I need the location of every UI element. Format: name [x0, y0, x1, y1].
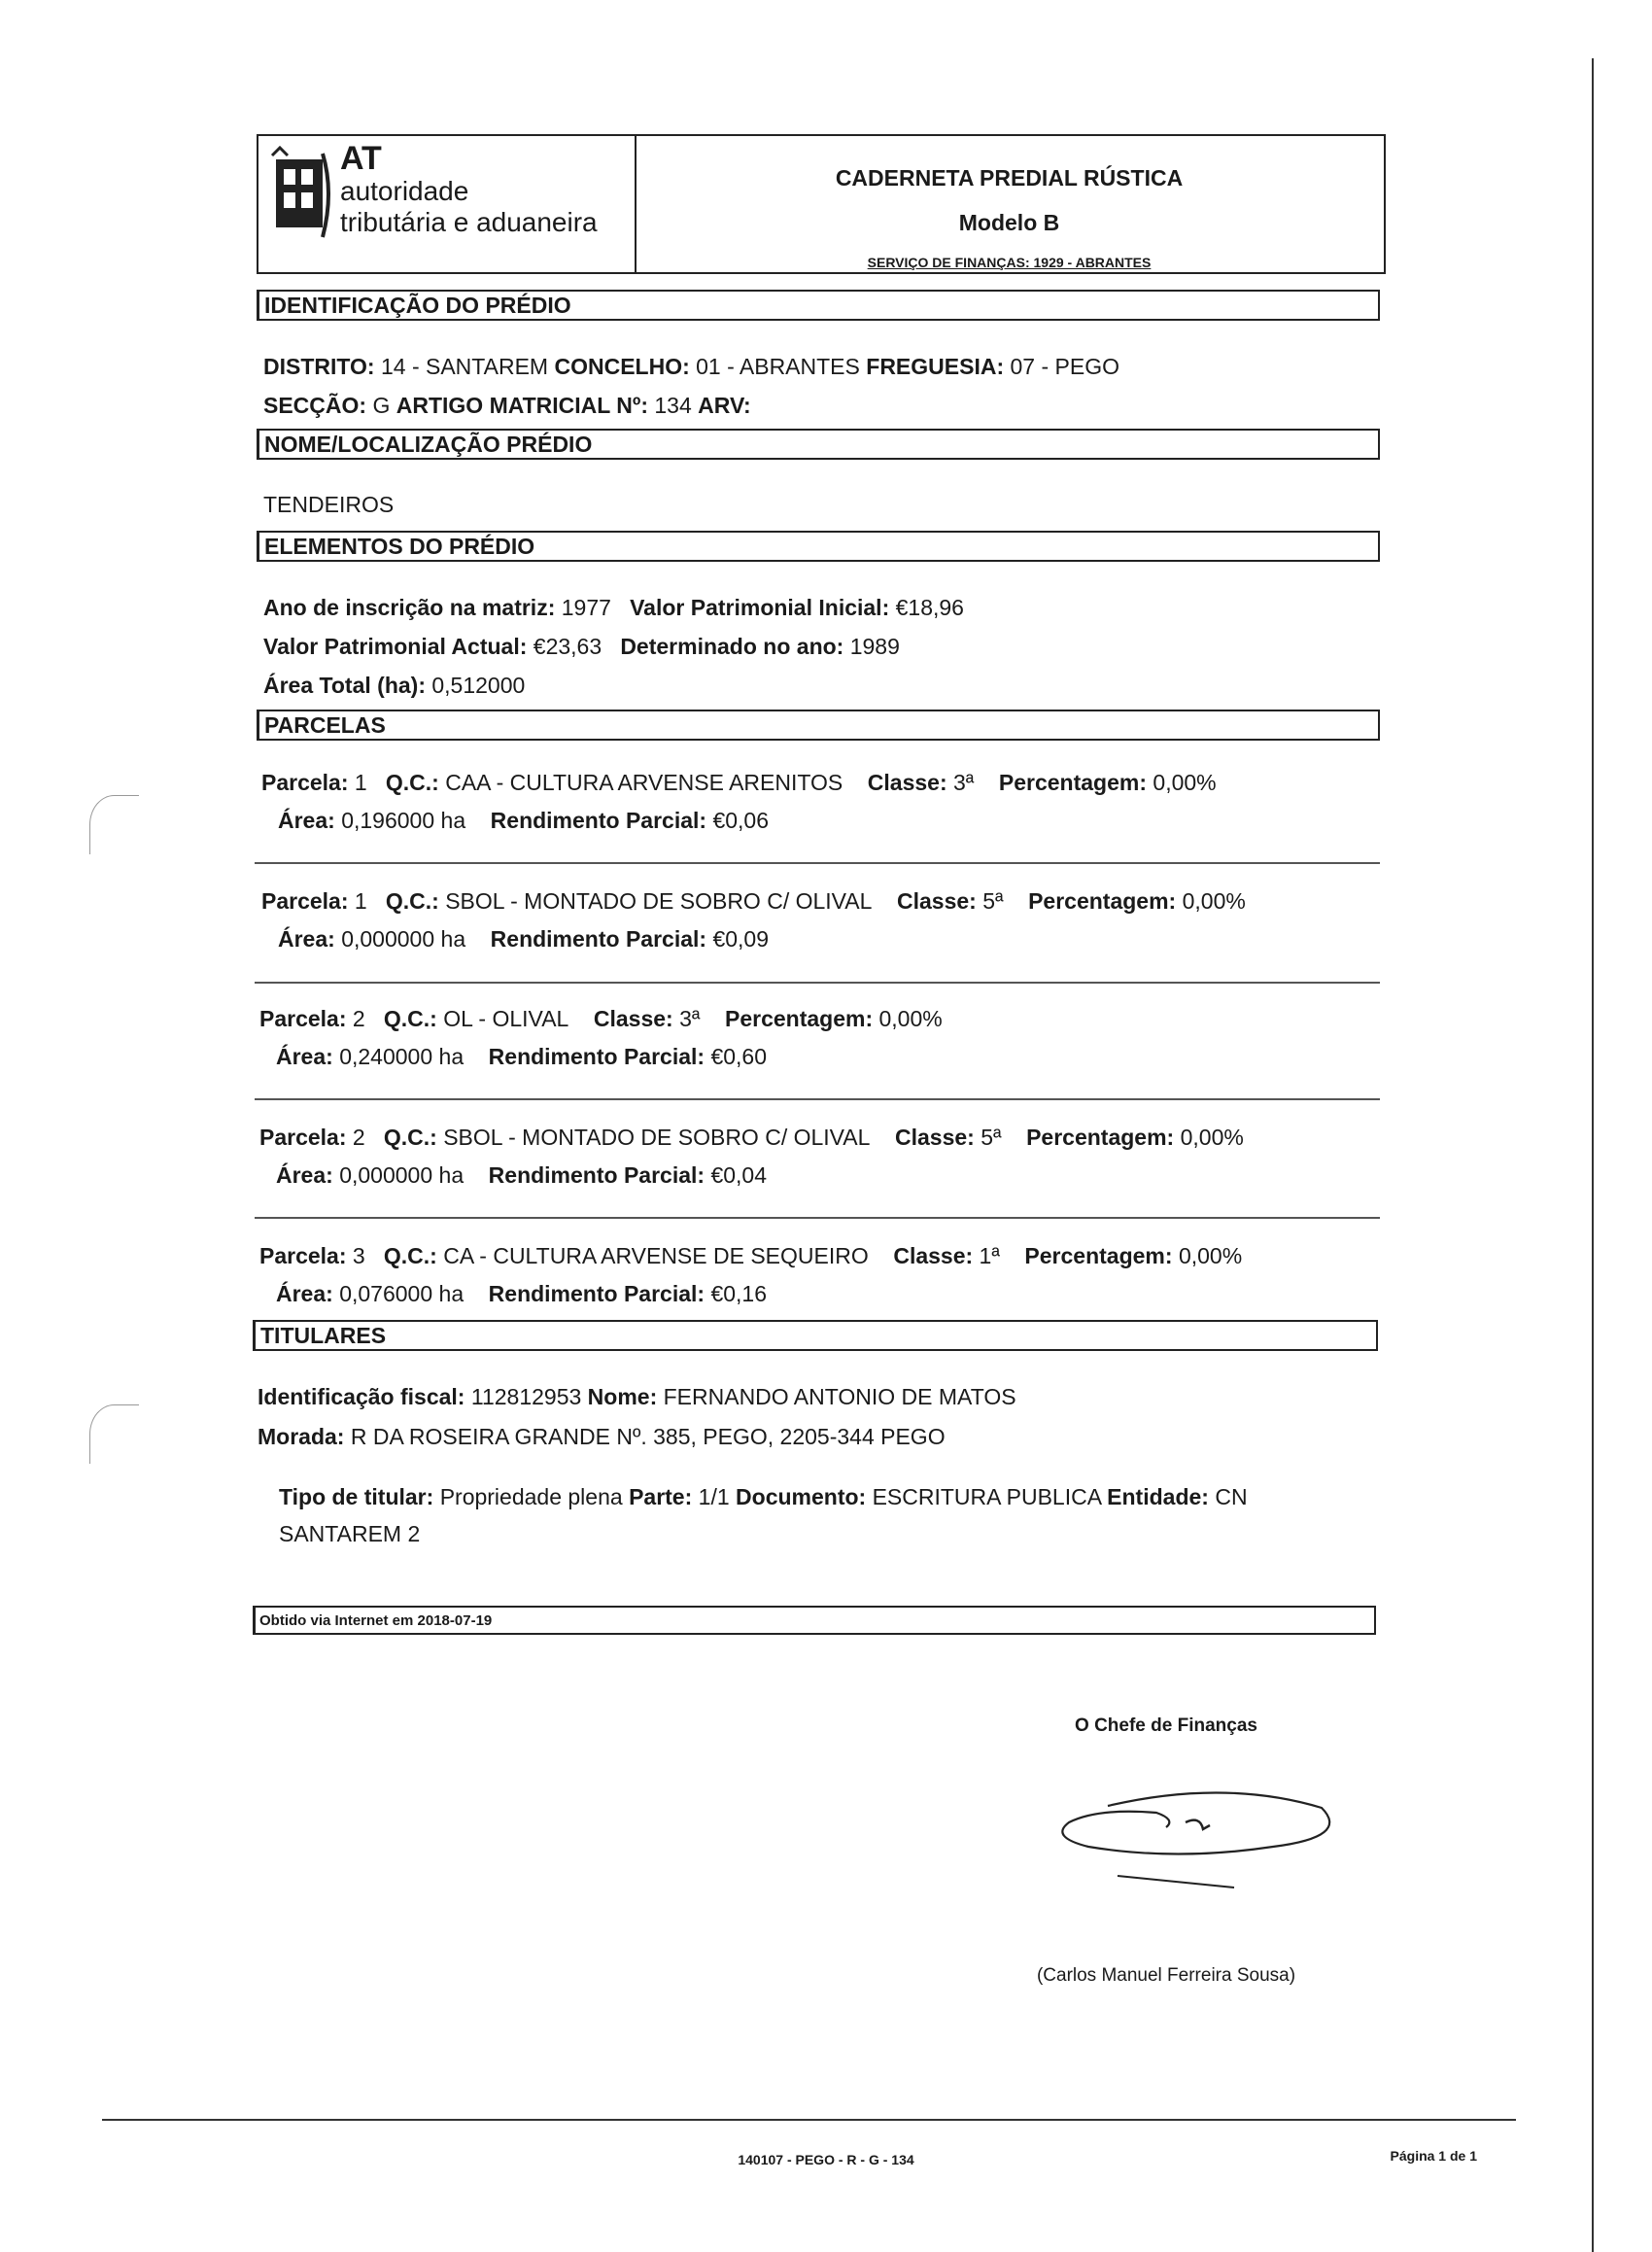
distrito-label: DISTRITO: [263, 354, 375, 379]
article-line [263, 393, 751, 419]
classe-value: 5ª [981, 1125, 1002, 1150]
parcel-line [259, 1125, 1244, 1151]
parcel-area-line [278, 926, 769, 953]
document-model: Modelo B [958, 210, 1060, 235]
rendimento-value: €0,60 [710, 1044, 768, 1069]
determinado-value: 1989 [849, 634, 900, 659]
area-value: 0,000000 ha [339, 1162, 465, 1188]
titular-id-line [258, 1384, 1016, 1410]
valor-actual-value: €23,63 [533, 634, 602, 659]
logo-text-line-2: tributária e aduaneira [340, 207, 598, 237]
section-titulares: TITULARES [253, 1320, 1378, 1351]
punch-hole-mark [89, 795, 139, 854]
parcela-label: Parcela: [261, 888, 349, 914]
parcel-area-line [278, 808, 769, 834]
scan-edge-line [1592, 58, 1594, 2252]
parcela-label: Parcela: [259, 1125, 347, 1150]
parcela-number: 1 [354, 888, 367, 914]
area-total-label: Área Total (ha): [263, 673, 426, 698]
nome-value: FERNANDO ANTONIO DE MATOS [663, 1384, 1016, 1409]
parcela-label: Parcela: [259, 1006, 347, 1031]
parcel-area-line [276, 1162, 767, 1189]
qc-label: Q.C.: [383, 1006, 437, 1031]
area-label: Área: [278, 926, 335, 952]
at-logo [258, 136, 637, 272]
percentagem-value: 0,00% [1153, 770, 1217, 795]
elementos-line-2 [263, 634, 900, 660]
entidade-label: Entidade: [1107, 1484, 1209, 1509]
document-reference: 140107 - PEGO - R - G - 134 [738, 2152, 914, 2167]
documento-value: ESCRITURA PUBLICA [872, 1484, 1101, 1509]
qc-label: Q.C.: [383, 1243, 437, 1268]
concelho-value: 01 - ABRANTES [696, 354, 860, 379]
logo-text-line-1: autoridade [340, 176, 469, 206]
parcela-label: Parcela: [259, 1243, 347, 1268]
determinado-label: Determinado no ano: [620, 634, 844, 659]
handwritten-signature [1030, 1769, 1351, 1915]
logo-at-text: AT [340, 140, 382, 177]
qc-value: SBOL - MONTADO DE SOBRO C/ OLIVAL [445, 888, 873, 914]
artigo-label: ARTIGO MATRICIAL Nº: [396, 393, 648, 418]
area-label: Área: [276, 1281, 333, 1306]
percentagem-label: Percentagem: [998, 770, 1148, 795]
area-label: Área: [276, 1162, 333, 1188]
qc-value: SBOL - MONTADO DE SOBRO C/ OLIVAL [443, 1125, 871, 1150]
parcel-line [261, 770, 1217, 796]
parcela-number: 2 [352, 1125, 365, 1150]
valor-inicial-value: €18,96 [895, 595, 964, 620]
retrieval-note: Obtido via Internet em 2018-07-19 [259, 1612, 493, 1629]
parcel-separator [255, 1098, 1380, 1100]
valor-actual-label: Valor Patrimonial Actual: [263, 634, 528, 659]
tax-service-office: SERVIÇO DE FINANÇAS: 1929 - ABRANTES [867, 255, 1152, 270]
parcel-line [259, 1006, 943, 1032]
qc-label: Q.C.: [385, 888, 439, 914]
rendimento-label: Rendimento Parcial: [488, 1044, 706, 1069]
rendimento-label: Rendimento Parcial: [490, 926, 707, 952]
nif-value: 112812953 [470, 1384, 582, 1409]
rendimento-label: Rendimento Parcial: [488, 1281, 706, 1306]
parte-value: 1/1 [698, 1484, 730, 1509]
parcela-number: 2 [352, 1006, 365, 1031]
parcel-line [259, 1243, 1242, 1269]
qc-label: Q.C.: [383, 1125, 437, 1150]
rendimento-value: €0,04 [710, 1162, 768, 1188]
tipo-titular-value: Propriedade plena [439, 1484, 623, 1509]
parcela-label: Parcela: [261, 770, 349, 795]
parcel-separator [255, 862, 1380, 864]
punch-hole-mark [89, 1404, 139, 1464]
seccao-label: SECÇÃO: [263, 393, 367, 418]
parte-label: Parte: [629, 1484, 693, 1509]
document-header [257, 134, 1386, 274]
parcel-area-line [276, 1044, 767, 1070]
entidade-continuation: SANTAREM 2 [279, 1521, 421, 1546]
rendimento-value: €0,16 [710, 1281, 768, 1306]
freguesia-value: 07 - PEGO [1010, 354, 1119, 379]
qc-value: CAA - CULTURA ARVENSE ARENITOS [445, 770, 843, 795]
classe-value: 3ª [679, 1006, 701, 1031]
distrito-value: 14 - SANTAREM [380, 354, 549, 379]
signatory-name: (Carlos Manuel Ferreira Sousa) [1036, 1965, 1296, 1986]
retrieval-note-box [253, 1606, 1376, 1635]
area-value: 0,240000 ha [339, 1044, 465, 1069]
qc-value: OL - OLIVAL [443, 1006, 569, 1031]
location-line [263, 354, 1119, 380]
section-elementos: ELEMENTOS DO PRÉDIO [257, 531, 1380, 562]
ano-inscricao-value: 1977 [561, 595, 611, 620]
classe-value: 5ª [982, 888, 1004, 914]
coat-of-arms-icon [270, 144, 334, 245]
classe-value: 1ª [979, 1243, 1000, 1268]
signature-title: O Chefe de Finanças [1075, 1715, 1257, 1736]
property-name: TENDEIROS [263, 492, 395, 517]
arv-label: ARV: [698, 393, 751, 418]
parcel-line [261, 888, 1246, 915]
qc-value: CA - CULTURA ARVENSE DE SEQUEIRO [443, 1243, 869, 1268]
percentagem-label: Percentagem: [1028, 888, 1177, 914]
elementos-line-1 [263, 595, 964, 621]
ano-inscricao-label: Ano de inscrição na matriz: [263, 595, 556, 620]
morada-label: Morada: [258, 1424, 345, 1449]
entidade-value: CN [1215, 1484, 1248, 1509]
tipo-titular-label: Tipo de titular: [279, 1484, 434, 1509]
parcela-number: 3 [352, 1243, 365, 1268]
section-parcelas: PARCELAS [257, 710, 1380, 741]
classe-value: 3ª [953, 770, 975, 795]
section-identificacao: IDENTIFICAÇÃO DO PRÉDIO [257, 290, 1380, 321]
rendimento-value: €0,09 [712, 926, 770, 952]
qc-label: Q.C.: [385, 770, 439, 795]
documento-label: Documento: [736, 1484, 867, 1509]
section-localizacao: NOME/LOCALIZAÇÃO PRÉDIO [257, 429, 1380, 460]
classe-label: Classe: [867, 770, 947, 795]
morada-value: R DA ROSEIRA GRANDE Nº. 385, PEGO, 2205-344 PEGO [350, 1424, 946, 1449]
concelho-label: CONCELHO: [554, 354, 690, 379]
area-label: Área: [276, 1044, 333, 1069]
classe-label: Classe: [893, 1243, 974, 1268]
rendimento-label: Rendimento Parcial: [490, 808, 707, 833]
elementos-line-3 [263, 673, 525, 699]
area-value: 0,000000 ha [341, 926, 466, 952]
page-number: Página 1 de 1 [1390, 2148, 1477, 2164]
seccao-value: G [372, 393, 391, 418]
parcel-separator [255, 982, 1380, 984]
percentagem-label: Percentagem: [1026, 1125, 1175, 1150]
rendimento-label: Rendimento Parcial: [488, 1162, 706, 1188]
footer-divider [102, 2119, 1516, 2121]
document-title: CADERNETA PREDIAL RÚSTICA [835, 165, 1184, 191]
artigo-value: 134 [654, 393, 692, 418]
percentagem-value: 0,00% [878, 1006, 943, 1031]
area-label: Área: [278, 808, 335, 833]
percentagem-label: Percentagem: [1024, 1243, 1173, 1268]
nif-label: Identificação fiscal: [258, 1384, 465, 1409]
titular-morada-line [258, 1424, 946, 1450]
percentagem-value: 0,00% [1178, 1243, 1243, 1268]
classe-label: Classe: [895, 1125, 975, 1150]
percentagem-label: Percentagem: [724, 1006, 874, 1031]
parcel-separator [255, 1217, 1380, 1219]
rendimento-value: €0,06 [712, 808, 770, 833]
nome-label: Nome: [587, 1384, 658, 1409]
parcel-area-line [276, 1281, 767, 1307]
area-total-value: 0,512000 [431, 673, 526, 698]
area-value: 0,196000 ha [341, 808, 466, 833]
area-value: 0,076000 ha [339, 1281, 465, 1306]
freguesia-label: FREGUESIA: [866, 354, 1005, 379]
classe-label: Classe: [593, 1006, 673, 1031]
titular-tipo-line [279, 1484, 1248, 1510]
percentagem-value: 0,00% [1182, 888, 1246, 914]
parcela-number: 1 [354, 770, 367, 795]
classe-label: Classe: [897, 888, 977, 914]
percentagem-value: 0,00% [1180, 1125, 1244, 1150]
valor-inicial-label: Valor Patrimonial Inicial: [630, 595, 890, 620]
